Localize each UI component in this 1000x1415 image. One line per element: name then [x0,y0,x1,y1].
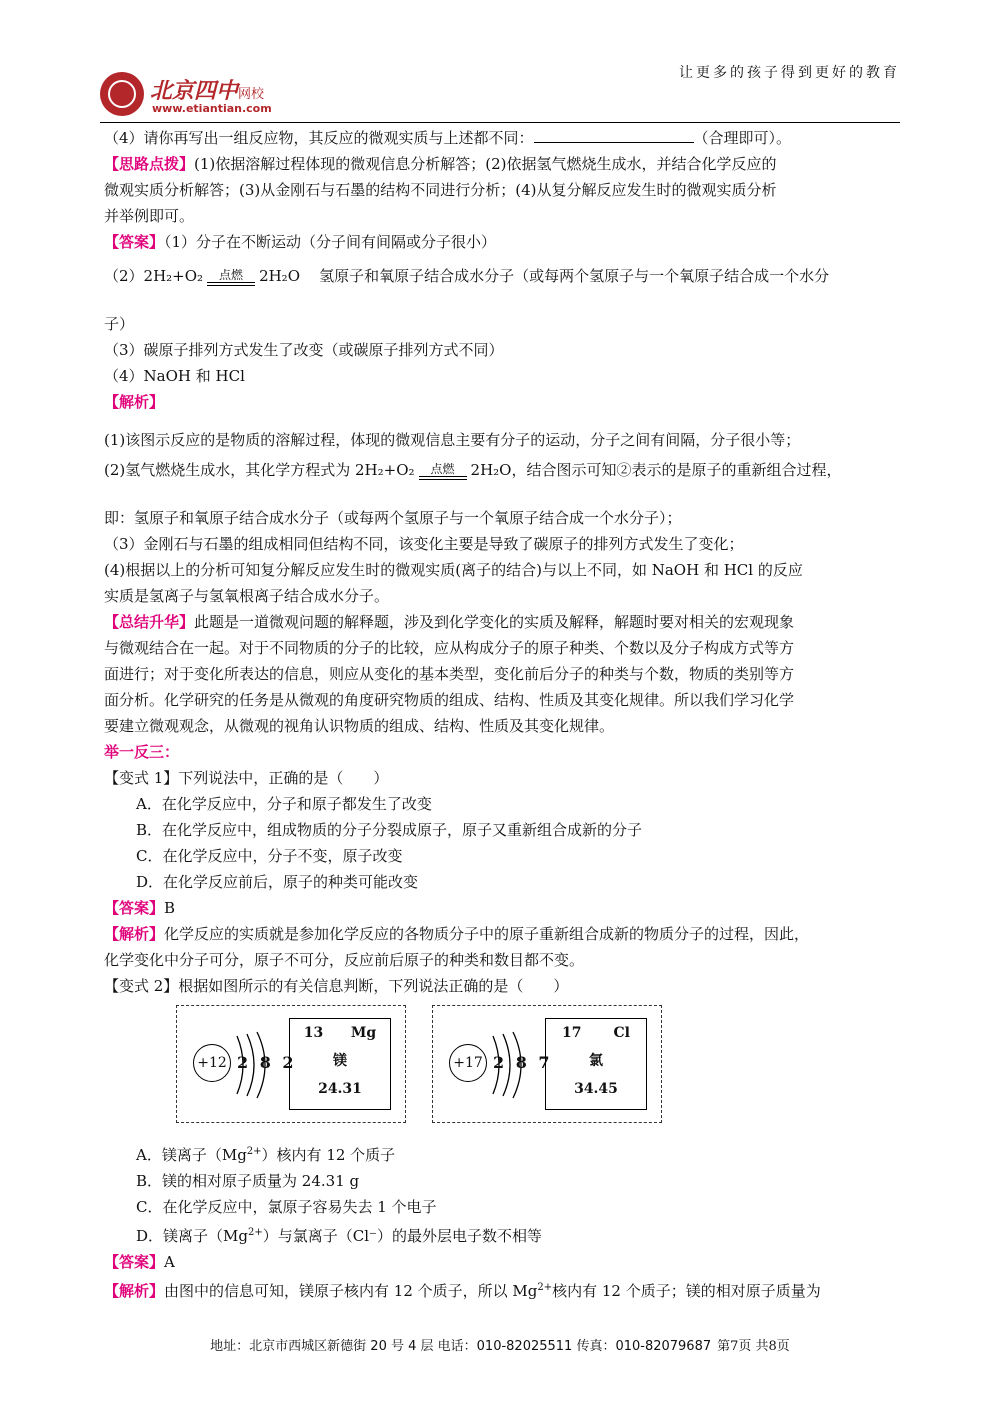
variant-1-stem: 【变式 1】下列说法中，正确的是（ ） [104,769,389,787]
header-slogan: 让更多的孩子得到更好的教育 [679,65,900,81]
option-b: B．镁的相对原子质量为 24.31 g [136,1172,360,1190]
silu-line: 微观实质分析解答；(3)从金刚石与石墨的结构不同进行分析；(4)从复分解反应发生时的微观实质分析 [104,181,777,199]
variant-2-answer: 【答案】A [104,1253,175,1271]
cl-number: 17 [562,1025,582,1041]
logo-emblem-icon [100,72,144,116]
mg-number: 13 [303,1025,324,1041]
cl-name: 氯 [589,1053,603,1069]
mg-name: 镁 [333,1053,347,1069]
variant-1-jiexi: 【解析】化学反应的实质就是参加化学反应的各物质分子中的原子重新组合成新的物质分子的过程，因此， [104,925,810,943]
juyi-title: 举一反三： [104,743,180,761]
page-number: 第7页 共8页 [717,1339,790,1354]
mg-shells: 2 8 2 [237,1053,297,1072]
answer-4: （4）NaOH 和 HCl [104,367,245,385]
jiexi-line: (2)氢气燃烧生成水，其化学方程式为 2H₂+O₂ 点燃 2H₂O，结合图示可知②表示的是原子的重新组合过程， [104,461,842,479]
mg-info-box [176,1005,406,1123]
option-b: B．在化学反应中，组成物质的分子分裂成原子，原子又重新组合成新的分子 [136,821,643,839]
cl-info-box [432,1005,662,1123]
jiexi-line: （3）金刚石与石墨的组成相同但结构不同，该变化主要是导致了碳原子的排列方式发生了变化； [104,535,744,553]
variant-2-stem: 【变式 2】根据如图所示的有关信息判断，下列说法正确的是（ ） [104,977,569,995]
document-body [104,125,904,1304]
logo-name: 北京四中网校 [150,78,265,104]
mg-nucleus: +12 [193,1044,231,1082]
option-d: D．在化学反应前后，原子的种类可能改变 [136,873,419,891]
site-logo[interactable] [100,72,300,120]
silu-line: 并举例即可。 [104,207,195,225]
header-divider [100,122,900,123]
jiexi-tag: 【解析】 [104,393,165,411]
silu-dianbo: 【思路点拨】(1)依据溶解过程体现的微观信息分析解答；(2)依据氢气燃烧生成水，并结合化学反应的 [104,155,777,173]
question-4: （4）请你再写出一组反应物，其反应的微观实质与上述都不同： （合理即可）。 [104,129,792,147]
cl-mass: 34.45 [574,1081,618,1097]
option-a: A．在化学反应中，分子和原子都发生了改变 [136,795,432,813]
option-d: D．镁离子$(Mg^{2+})$与氯离子（Cl⁻）的最外层电子数不相等 [136,1227,542,1245]
summary-line: 面分析。化学研究的任务是从微观的角度研究物质的组成、结构、性质及其变化规律。所以我们学习化学 [104,691,795,709]
variant-1-jiexi-line: 化学变化中分子可分，原子不可分，反应前后原子的种类和数目都不变。 [104,951,585,969]
answer-2-cont: 子） [104,315,135,333]
jiexi-line: 即：氢原子和氧原子结合成水分子（或每两个氢原子与一个氧原子结合成一个水分子）； [104,509,682,527]
answer-1: 【答案】（1）分子在不断运动（分子间有间隔或分子很小） [104,233,497,251]
jiexi-line: 实质是氢离子与氢氧根离子结合成水分子。 [104,587,390,605]
logo-url: www.etiantian.com [152,102,272,115]
jiexi-line: (4)根据以上的分析可知复分解反应发生时的微观实质(离子的结合)与以上不同，如 NaOH 和 HCl 的反应 [104,561,803,579]
option-c: C．在化学反应中，氯原子容易失去 1 个电子 [136,1198,437,1216]
reaction-arrow: 点燃 [419,463,467,480]
answer-3: （3）碳原子排列方式发生了改变（或碳原子排列方式不同） [104,341,504,359]
option-c: C．在化学反应中，分子不变，原子改变 [136,847,403,865]
footer-contact: 地址：北京市西城区新德街 20 号 4 层 电话：010-82025511 传真：010-82079687 [210,1339,712,1354]
variant-2-jiexi: 【解析】由图中的信息可知，镁原子核内有 12 个质子，所以 $Mg^{2+}$核内有 12 个质子；镁的相对原子质量为 [104,1282,821,1300]
page-footer [0,1335,1000,1354]
summary-line: 要建立微观观念，从微观的视角认识物质的组成、结构、性质及其变化规律。 [104,717,615,735]
summary-line: 面进行；对于变化所表达的信息，则应从变化的基本类型，变化前后分子的种类与个数，物质的类别等方 [104,665,795,683]
jiexi-line: (1)该图示反应的是物质的溶解过程，体现的微观信息主要有分子的运动，分子之间有间隔，分子很小等； [104,431,801,449]
cl-element-card [545,1018,647,1110]
mg-element-card [289,1018,391,1110]
cl-nucleus: +17 [449,1044,487,1082]
cl-symbol: Cl [613,1025,630,1041]
cl-shells: 2 8 7 [493,1053,553,1072]
variant-1-answer: 【答案】B [104,899,176,917]
reaction-arrow: 点燃 [207,269,255,286]
mg-mass: 24.31 [318,1081,362,1097]
summary-line: 与微观结合在一起。对于不同物质的分子的比较，应从构成分子的原子种类、个数以及分子构成方式等方 [104,639,795,657]
option-a: A．镁离子$(Mg^{2+})$核内有 12 个质子 [136,1146,396,1164]
atom-figure [104,999,904,1139]
answer-2: （2）2H₂+O₂ 点燃 2H₂O 氢原子和氧原子结合成水分子（或每两个氢原子与一个氧原子结合成一个水分 [104,267,830,285]
summary: 【总结升华】此题是一道微观问题的解释题，涉及到化学变化的实质及解释，解题时要对相关的宏观现象 [104,613,795,631]
mg-symbol: Mg [350,1025,377,1041]
answer-blank [534,127,694,143]
